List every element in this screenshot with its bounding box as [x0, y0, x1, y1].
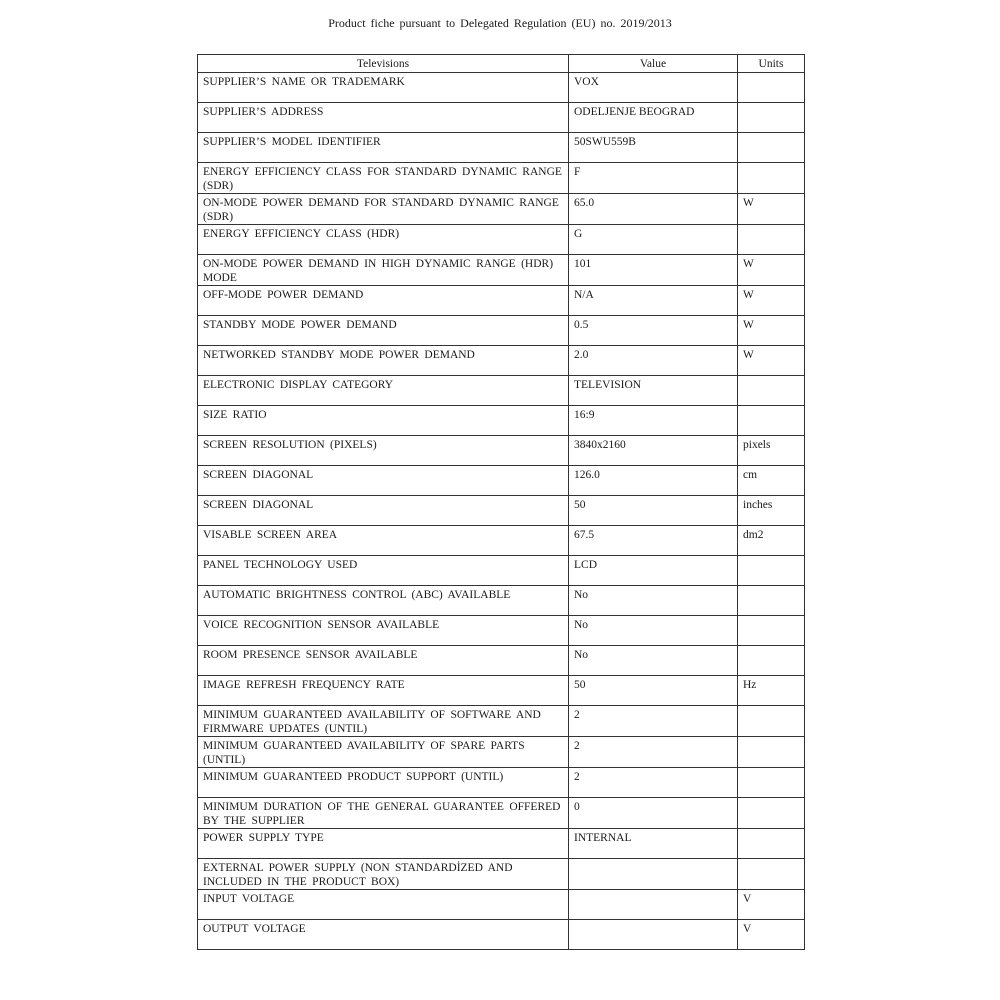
table-row	[198, 466, 805, 496]
row-unit	[738, 646, 804, 649]
row-label: OUTPUT VOLTAGE	[203, 923, 306, 935]
row-label-cell	[198, 556, 569, 586]
row-unit-cell	[738, 346, 805, 376]
table-row	[198, 316, 805, 346]
row-unit-cell	[738, 133, 805, 163]
row-label: ENERGY EFFICIENCY CLASS FOR STANDARD DYNAMIC RANGE (SDR)	[203, 166, 562, 192]
row-label: ROOM PRESENCE SENSOR AVAILABLE	[203, 649, 418, 661]
product-fiche-table	[197, 54, 805, 950]
row-unit	[738, 586, 804, 589]
row-label-cell	[198, 920, 569, 950]
row-label-cell	[198, 194, 569, 225]
row-label-cell	[198, 586, 569, 616]
row-label-cell	[198, 616, 569, 646]
row-label-cell	[198, 798, 569, 829]
row-unit	[738, 556, 804, 559]
row-value-cell	[569, 737, 738, 768]
row-label: MINIMUM GUARANTEED PRODUCT SUPPORT (UNTIL)	[203, 771, 504, 783]
row-unit: V	[743, 923, 752, 935]
row-value-cell	[569, 859, 738, 890]
row-unit: W	[743, 258, 754, 270]
row-label-cell	[198, 676, 569, 706]
row-label: ENERGY EFFICIENCY CLASS (HDR)	[203, 228, 400, 240]
row-unit-cell	[738, 706, 805, 737]
row-label-cell	[198, 406, 569, 436]
row-unit-cell	[738, 103, 805, 133]
row-unit-cell	[738, 255, 805, 286]
row-value	[569, 920, 737, 923]
row-label: MINIMUM DURATION OF THE GENERAL GUARANTEE OFFERED BY THE SUPPLIER	[203, 801, 561, 827]
document-title: Product fiche pursuant to Delegated Regulation (EU) no. 2019/2013	[328, 16, 672, 30]
table-row	[198, 890, 805, 920]
table-row	[198, 436, 805, 466]
row-unit-cell	[738, 496, 805, 526]
table-row	[198, 496, 805, 526]
row-unit-cell	[738, 526, 805, 556]
row-unit	[738, 798, 804, 801]
row-unit	[738, 225, 804, 228]
row-value: VOX	[574, 76, 599, 88]
row-value-cell	[569, 103, 738, 133]
row-unit-cell	[738, 859, 805, 890]
row-unit	[738, 859, 804, 862]
row-value-cell	[569, 920, 738, 950]
row-unit: pixels	[743, 439, 771, 451]
row-label-cell	[198, 73, 569, 103]
row-value: 16:9	[574, 409, 595, 421]
row-label-cell	[198, 225, 569, 255]
row-value-cell	[569, 346, 738, 376]
row-unit-cell	[738, 194, 805, 225]
row-unit: inches	[743, 499, 773, 511]
row-unit-cell	[738, 163, 805, 194]
column-header-televisions: Televisions	[198, 55, 569, 73]
row-label: SUPPLIER’S ADDRESS	[203, 106, 324, 118]
row-value-cell	[569, 406, 738, 436]
row-unit-cell	[738, 768, 805, 798]
row-label-cell	[198, 646, 569, 676]
row-unit	[738, 737, 804, 740]
row-value-cell	[569, 496, 738, 526]
row-value-cell	[569, 798, 738, 829]
table-row	[198, 225, 805, 255]
row-unit: W	[743, 289, 754, 301]
row-label-cell	[198, 316, 569, 346]
row-label-cell	[198, 436, 569, 466]
row-unit-cell	[738, 73, 805, 103]
row-label: SCREEN RESOLUTION (PIXELS)	[203, 439, 377, 451]
row-value-cell	[569, 706, 738, 737]
row-label-cell	[198, 859, 569, 890]
row-value: N/A	[574, 289, 594, 301]
row-label: AUTOMATIC BRIGHTNESS CONTROL (ABC) AVAILABLE	[203, 589, 511, 601]
table-row	[198, 859, 805, 890]
row-value: No	[574, 649, 589, 661]
row-value-cell	[569, 73, 738, 103]
row-value-cell	[569, 556, 738, 586]
table-row	[198, 163, 805, 194]
row-label: SUPPLIER’S MODEL IDENTIFIER	[203, 136, 381, 148]
row-value-cell	[569, 133, 738, 163]
row-unit-cell	[738, 316, 805, 346]
table-row	[198, 616, 805, 646]
row-unit-cell	[738, 406, 805, 436]
row-value: 126.0	[574, 469, 600, 481]
column-header-value: Value	[569, 55, 738, 73]
table-row	[198, 103, 805, 133]
row-value: 2.0	[574, 349, 589, 361]
row-unit-cell	[738, 798, 805, 829]
row-value-cell	[569, 316, 738, 346]
row-value: 0	[574, 801, 580, 813]
table-header-row	[198, 55, 805, 73]
row-unit-cell	[738, 436, 805, 466]
row-label-cell	[198, 526, 569, 556]
table-row	[198, 346, 805, 376]
row-value-cell	[569, 255, 738, 286]
row-label: SCREEN DIAGONAL	[203, 469, 314, 481]
row-unit	[738, 768, 804, 771]
row-label: NETWORKED STANDBY MODE POWER DEMAND	[203, 349, 475, 361]
table-row	[198, 406, 805, 436]
row-value: 67.5	[574, 529, 595, 541]
table-row	[198, 73, 805, 103]
row-unit-cell	[738, 616, 805, 646]
row-value-cell	[569, 225, 738, 255]
row-unit-cell	[738, 286, 805, 316]
table-row	[198, 646, 805, 676]
row-label-cell	[198, 376, 569, 406]
row-unit	[738, 706, 804, 709]
row-value-cell	[569, 376, 738, 406]
row-value-cell	[569, 586, 738, 616]
table-row	[198, 286, 805, 316]
row-unit-cell	[738, 737, 805, 768]
row-unit	[738, 133, 804, 136]
table-row	[198, 829, 805, 859]
row-label-cell	[198, 496, 569, 526]
row-value: 50SWU559B	[574, 136, 636, 148]
row-label: MINIMUM GUARANTEED AVAILABILITY OF SPARE PARTS (UNTIL)	[203, 740, 525, 766]
table-row	[198, 768, 805, 798]
row-label: OFF-MODE POWER DEMAND	[203, 289, 364, 301]
row-unit-cell	[738, 646, 805, 676]
row-value: 2	[574, 709, 580, 721]
row-label-cell	[198, 286, 569, 316]
row-label-cell	[198, 768, 569, 798]
row-label-cell	[198, 103, 569, 133]
row-unit	[738, 829, 804, 832]
table-row	[198, 737, 805, 768]
row-value	[569, 859, 737, 862]
table-row	[198, 194, 805, 225]
row-label: ON-MODE POWER DEMAND FOR STANDARD DYNAMIC RANGE (SDR)	[203, 197, 559, 223]
row-unit: W	[743, 197, 754, 209]
row-value-cell	[569, 163, 738, 194]
row-value-cell	[569, 890, 738, 920]
row-unit: Hz	[743, 679, 757, 691]
row-value-cell	[569, 676, 738, 706]
row-value: ODELJENJE BEOGRAD	[574, 106, 695, 118]
row-value: LCD	[574, 559, 597, 571]
row-value: 65.0	[574, 197, 595, 209]
row-label: VOICE RECOGNITION SENSOR AVAILABLE	[203, 619, 440, 631]
table-row	[198, 526, 805, 556]
row-value: No	[574, 589, 589, 601]
row-value-cell	[569, 616, 738, 646]
row-value: 0.5	[574, 319, 589, 331]
row-value: 50	[574, 679, 586, 691]
table-row	[198, 798, 805, 829]
row-unit: W	[743, 349, 754, 361]
row-value: 50	[574, 499, 586, 511]
row-unit: V	[743, 893, 752, 905]
row-value: 101	[574, 258, 592, 270]
row-value: 2	[574, 740, 580, 752]
row-unit-cell	[738, 556, 805, 586]
row-label: IMAGE REFRESH FREQUENCY RATE	[203, 679, 405, 691]
table-row	[198, 255, 805, 286]
column-header-units: Units	[738, 55, 805, 73]
row-unit-cell	[738, 829, 805, 859]
row-value-cell	[569, 646, 738, 676]
row-value-cell	[569, 194, 738, 225]
row-value	[569, 890, 737, 893]
row-label-cell	[198, 346, 569, 376]
row-value-cell	[569, 466, 738, 496]
row-label-cell	[198, 163, 569, 194]
table-row	[198, 676, 805, 706]
row-unit	[738, 163, 804, 166]
row-value: 3840x2160	[574, 439, 626, 451]
table-row	[198, 133, 805, 163]
row-unit-cell	[738, 890, 805, 920]
row-value: No	[574, 619, 589, 631]
row-unit: W	[743, 319, 754, 331]
row-value: INTERNAL	[574, 832, 632, 844]
row-label: PANEL TECHNOLOGY USED	[203, 559, 358, 571]
row-unit	[738, 406, 804, 409]
row-unit	[738, 616, 804, 619]
row-label-cell	[198, 829, 569, 859]
row-label: INPUT VOLTAGE	[203, 893, 295, 905]
row-label-cell	[198, 133, 569, 163]
row-label-cell	[198, 706, 569, 737]
row-label-cell	[198, 737, 569, 768]
row-unit	[738, 376, 804, 379]
row-value-cell	[569, 829, 738, 859]
table-row	[198, 706, 805, 737]
row-label: ON-MODE POWER DEMAND IN HIGH DYNAMIC RANGE (HDR) MODE	[203, 258, 554, 284]
row-unit-cell	[738, 466, 805, 496]
row-value: 2	[574, 771, 580, 783]
row-unit	[738, 73, 804, 76]
row-value-cell	[569, 436, 738, 466]
row-label-cell	[198, 255, 569, 286]
row-unit-cell	[738, 376, 805, 406]
row-unit	[738, 103, 804, 106]
row-label: SIZE RATIO	[203, 409, 267, 421]
row-label-cell	[198, 466, 569, 496]
row-unit-cell	[738, 225, 805, 255]
table-row	[198, 920, 805, 950]
row-unit-cell	[738, 676, 805, 706]
table-row	[198, 556, 805, 586]
row-label: ELECTRONIC DISPLAY CATEGORY	[203, 379, 394, 391]
row-value-cell	[569, 768, 738, 798]
row-value: TELEVISION	[574, 379, 642, 391]
row-label: VISABLE SCREEN AREA	[203, 529, 338, 541]
table-row	[198, 376, 805, 406]
row-value-cell	[569, 526, 738, 556]
table-body	[198, 73, 805, 950]
table-row	[198, 586, 805, 616]
row-unit-cell	[738, 586, 805, 616]
row-label: EXTERNAL POWER SUPPLY (NON STANDARDİZED AND INCLUDED IN THE PRODUCT BOX)	[203, 862, 513, 888]
row-label: SUPPLIER’S NAME OR TRADEMARK	[203, 76, 405, 88]
row-value: G	[574, 228, 583, 240]
row-unit: cm	[743, 469, 758, 481]
row-value-cell	[569, 286, 738, 316]
row-unit: dm2	[743, 529, 764, 541]
row-label-cell	[198, 890, 569, 920]
row-value: F	[574, 166, 581, 178]
row-label: STANDBY MODE POWER DEMAND	[203, 319, 397, 331]
row-label: POWER SUPPLY TYPE	[203, 832, 324, 844]
row-unit-cell	[738, 920, 805, 950]
row-label: SCREEN DIAGONAL	[203, 499, 314, 511]
row-label: MINIMUM GUARANTEED AVAILABILITY OF SOFTWARE AND FIRMWARE UPDATES (UNTIL)	[203, 709, 541, 735]
